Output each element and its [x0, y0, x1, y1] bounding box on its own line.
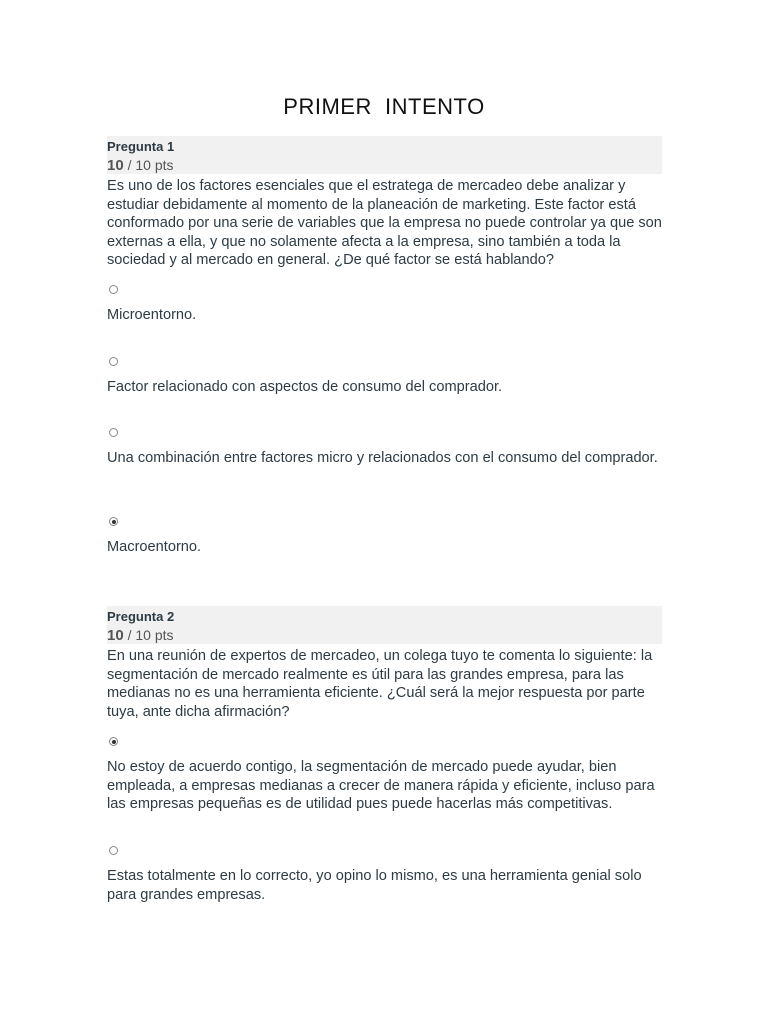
- answer-text: Una combinación entre factores micro y relacionados con el consumo del comprador.: [107, 450, 658, 466]
- points-score: 10: [107, 157, 124, 174]
- answer-text: Estas totalmente en lo correcto, yo opino lo mismo, es una herramienta genial solo para grandes empresas.: [107, 868, 642, 903]
- question-2: [107, 606, 662, 903]
- question-text: Es uno de los factores esenciales que el estratega de mercadeo debe analizar y estudiar debidamente al momento de la planeación de marketing. Este factor está conformado por una serie de variables que la empresa no puede controlar ya que son externas a ella, y que no solamente afecta a la empresa, sino también a toda la sociedad y al mercado en general. ¿De qué factor se está hablando?: [107, 178, 662, 269]
- question-header: [107, 136, 662, 174]
- question-1: [107, 136, 662, 555]
- question-text: En una reunión de expertos de mercadeo, un colega tuyo te comenta lo siguiente: la segmentación de mercado realmente es útil para las grandes empresa, para las medianas no es una herramienta eficiente. ¿Cuál será la mejor respuesta por parte tuya, ante dicha afirmación?: [107, 648, 653, 720]
- question-points: [107, 626, 662, 645]
- points-total: / 10 pts: [123, 157, 174, 173]
- radio-button[interactable]: [109, 357, 118, 366]
- answer-text: Factor relacionado con aspectos de consumo del comprador.: [107, 379, 503, 395]
- radio-button-selected[interactable]: [109, 737, 118, 746]
- answer-text: No estoy de acuerdo contigo, la segmentación de mercado puede ayudar, bien empleada, a empresas medianas a crecer de manera rápida y eficiente, incluso para las empresas pequeñas es de utilidad pues puede hacerlas más competitivas.: [107, 759, 655, 813]
- points-score: 10: [107, 627, 124, 644]
- radio-button[interactable]: [109, 428, 118, 437]
- page-title: PRIMER INTENTO: [283, 94, 485, 119]
- answer-text: Macroentorno.: [107, 539, 202, 555]
- radio-button[interactable]: [109, 285, 118, 294]
- radio-button[interactable]: [109, 846, 118, 855]
- question-label: Pregunta 2: [107, 609, 175, 624]
- question-header: [107, 606, 662, 644]
- question-label: Pregunta 1: [107, 139, 175, 154]
- question-points: [107, 156, 662, 175]
- answer-text: Microentorno.: [107, 307, 197, 323]
- points-total: / 10 pts: [123, 627, 174, 643]
- radio-button-selected[interactable]: [109, 517, 118, 526]
